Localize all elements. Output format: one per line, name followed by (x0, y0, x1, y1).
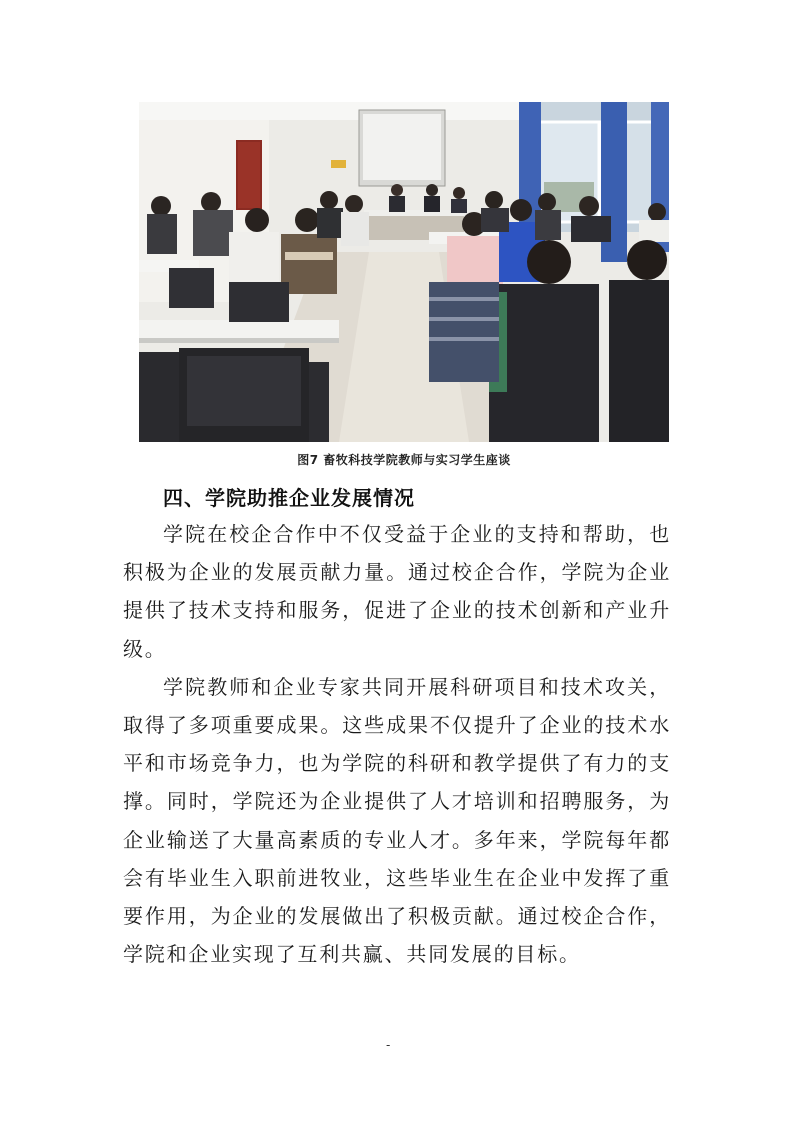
paragraph: 学院教师和企业专家共同开展科研项目和技术攻关，取得了多项重要成果。这些成果不仅提升了企业的技术水平和市场竞争力，也为学院的科研和教学提供了有力的支撑。同时，学院还为企业提供了人才培训和招聘服务，为企业输送了大量高素质的专业人才。多年来，学院每年都会有毕业生入职前进牧业，这些毕业生在企业中发挥了重要作用，为企业的发展做出了积极贡献。通过校企合作，学院和企业实现了互利共赢、共同发展的目标。 (123, 674, 671, 967)
body-text (123, 515, 671, 973)
page-number-mark: - (386, 1038, 391, 1052)
section-heading: 四、学院助推企业发展情况 (163, 486, 415, 510)
paragraph: 学院在校企合作中不仅受益于企业的支持和帮助，也积极为企业的发展贡献力量。通过校企合作，学院为企业提供了技术支持和服务，促进了企业的技术创新和产业升级。 (123, 522, 671, 661)
figure-caption: 图7 畜牧科技学院教师与实习学生座谈 (297, 453, 511, 467)
meeting-photo (139, 102, 669, 442)
meeting-photo-illustration (139, 102, 669, 442)
